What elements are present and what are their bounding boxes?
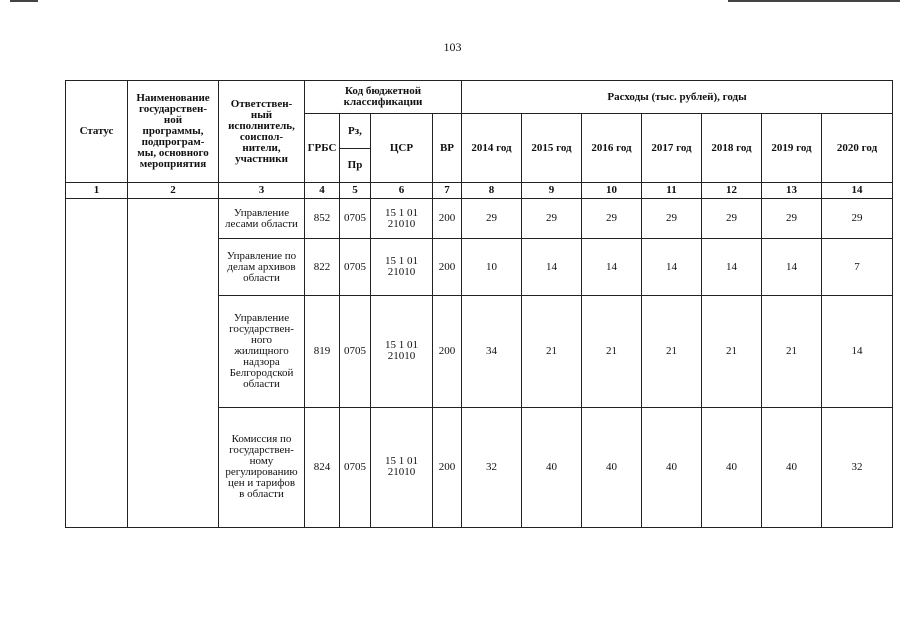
column-number: 8 xyxy=(462,183,522,199)
header-year-2017: 2017 год xyxy=(642,114,702,183)
value-cell: 29 xyxy=(522,199,582,239)
value-cell: 40 xyxy=(642,407,702,527)
value-cell: 40 xyxy=(582,407,642,527)
header-year-2015: 2015 год xyxy=(522,114,582,183)
header-vr: ВР xyxy=(433,114,462,183)
column-number: 2 xyxy=(128,183,219,199)
vr-cell: 200 xyxy=(433,239,462,296)
csr-cell: 15 1 01 21010 xyxy=(371,295,433,407)
value-cell: 21 xyxy=(642,295,702,407)
value-cell: 32 xyxy=(462,407,522,527)
page-number: 103 xyxy=(443,40,462,54)
csr-cell: 15 1 01 21010 xyxy=(371,407,433,527)
value-cell: 40 xyxy=(762,407,822,527)
value-cell: 14 xyxy=(522,239,582,296)
top-rule-left xyxy=(10,0,38,2)
value-cell: 29 xyxy=(822,199,893,239)
header-csr: ЦСР xyxy=(371,114,433,183)
header-grbs: ГРБС xyxy=(305,114,340,183)
status-cell xyxy=(66,199,128,528)
header-rz: Рз, xyxy=(340,114,371,149)
header-year-2016: 2016 год xyxy=(582,114,642,183)
header-year-2014: 2014 год xyxy=(462,114,522,183)
value-cell: 34 xyxy=(462,295,522,407)
value-cell: 29 xyxy=(582,199,642,239)
value-cell: 29 xyxy=(702,199,762,239)
value-cell: 29 xyxy=(762,199,822,239)
grbs-cell: 822 xyxy=(305,239,340,296)
vr-cell: 200 xyxy=(433,407,462,527)
value-cell: 29 xyxy=(642,199,702,239)
value-cell: 40 xyxy=(702,407,762,527)
top-rule-right xyxy=(728,0,900,2)
vr-cell: 200 xyxy=(433,199,462,239)
column-number: 14 xyxy=(822,183,893,199)
column-number: 5 xyxy=(340,183,371,199)
rzpr-cell: 0705 xyxy=(340,295,371,407)
executor-cell: Управление лесами области xyxy=(219,199,305,239)
value-cell: 14 xyxy=(822,295,893,407)
header-expenses: Расходы (тыс. рублей), годы xyxy=(462,81,893,114)
value-cell: 21 xyxy=(702,295,762,407)
budget-table xyxy=(65,80,893,528)
column-number: 9 xyxy=(522,183,582,199)
value-cell: 21 xyxy=(762,295,822,407)
column-number: 12 xyxy=(702,183,762,199)
executor-cell: Управление государствен- ного жилищного надзора Белгородской области xyxy=(219,295,305,407)
column-number: 1 xyxy=(66,183,128,199)
value-cell: 10 xyxy=(462,239,522,296)
header-budget-code: Код бюджетной классификации xyxy=(305,81,462,114)
value-cell: 21 xyxy=(522,295,582,407)
value-cell: 32 xyxy=(822,407,893,527)
grbs-cell: 852 xyxy=(305,199,340,239)
executor-cell: Управление по делам архивов области xyxy=(219,239,305,296)
column-number: 11 xyxy=(642,183,702,199)
column-number: 10 xyxy=(582,183,642,199)
value-cell: 14 xyxy=(702,239,762,296)
value-cell: 7 xyxy=(822,239,893,296)
header-program-name: Наименование государствен- ной программы, подпрограм- мы, основного мероприятия xyxy=(128,81,219,183)
header-year-2018: 2018 год xyxy=(702,114,762,183)
value-cell: 14 xyxy=(642,239,702,296)
column-number: 7 xyxy=(433,183,462,199)
csr-cell: 15 1 01 21010 xyxy=(371,239,433,296)
csr-cell: 15 1 01 21010 xyxy=(371,199,433,239)
column-number: 13 xyxy=(762,183,822,199)
program-name-cell xyxy=(128,199,219,528)
header-status: Статус xyxy=(66,81,128,183)
header-year-2020: 2020 год xyxy=(822,114,893,183)
table-row xyxy=(66,199,893,239)
header-executor: Ответствен- ный исполнитель, соиспол- нители, участники xyxy=(219,81,305,183)
column-number: 6 xyxy=(371,183,433,199)
rzpr-cell: 0705 xyxy=(340,239,371,296)
grbs-cell: 824 xyxy=(305,407,340,527)
header-pr: Пр xyxy=(340,149,371,183)
header-year-2019: 2019 год xyxy=(762,114,822,183)
value-cell: 14 xyxy=(582,239,642,296)
value-cell: 29 xyxy=(462,199,522,239)
column-number: 4 xyxy=(305,183,340,199)
value-cell: 40 xyxy=(522,407,582,527)
value-cell: 21 xyxy=(582,295,642,407)
rzpr-cell: 0705 xyxy=(340,199,371,239)
value-cell: 14 xyxy=(762,239,822,296)
grbs-cell: 819 xyxy=(305,295,340,407)
executor-cell: Комиссия по государствен- ному регулированию цен и тарифов в области xyxy=(219,407,305,527)
rzpr-cell: 0705 xyxy=(340,407,371,527)
column-number: 3 xyxy=(219,183,305,199)
vr-cell: 200 xyxy=(433,295,462,407)
